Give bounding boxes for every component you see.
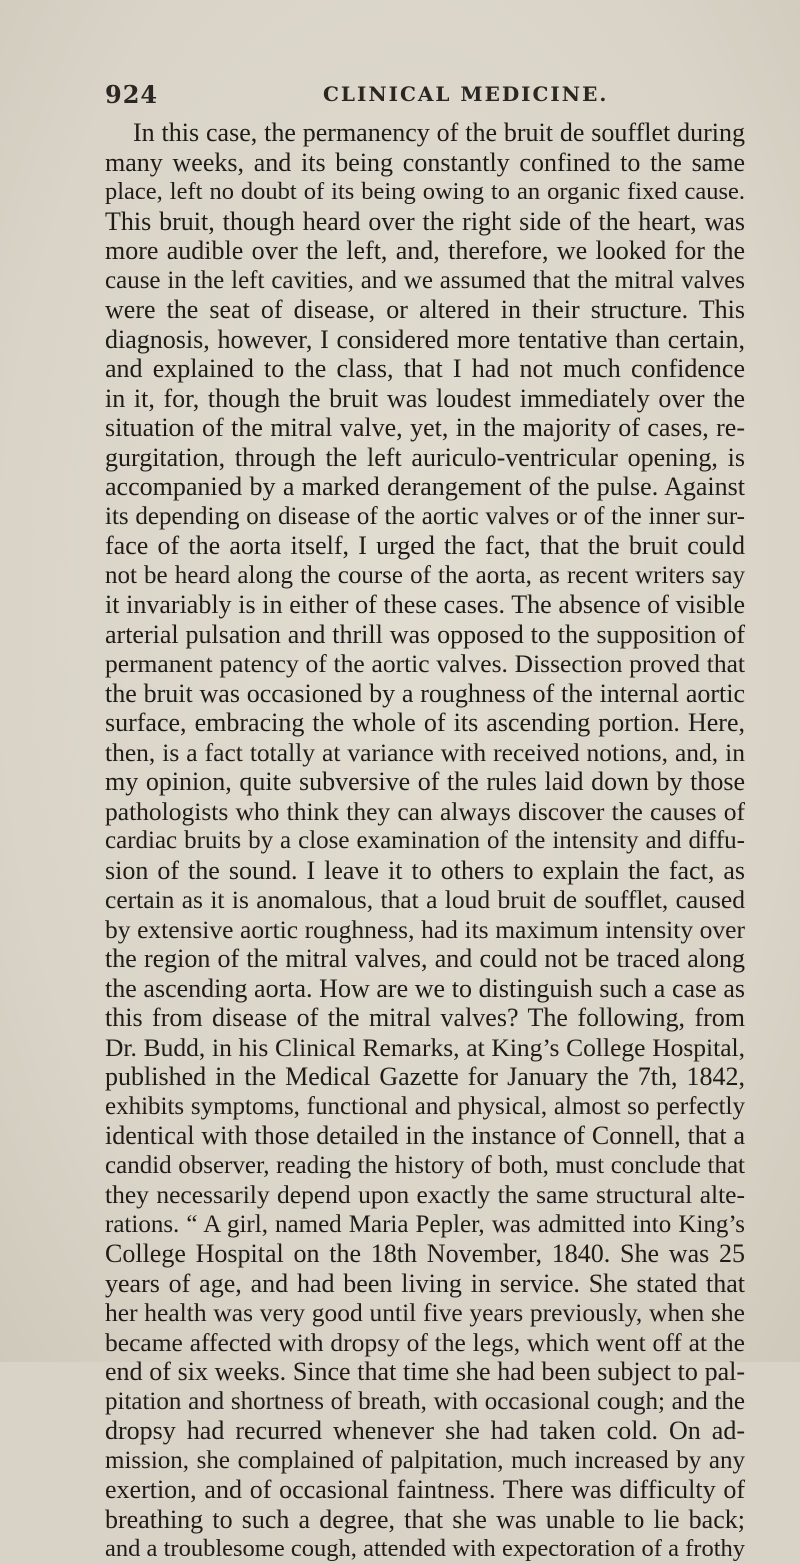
text-line: College Hospital on the 18th November, 1840. She was 25: [105, 1239, 745, 1268]
text-line: place, left no doubt of its being owing to an organic fixed cause.: [105, 178, 745, 205]
text-line: permanent patency of the aortic valves. Dissection proved that: [105, 649, 745, 678]
page-number: 924: [105, 80, 159, 109]
text-line: not be heard along the course of the aorta, as recent writers say: [105, 561, 745, 589]
text-line: In this case, the permanency of the bruit de soufflet during: [133, 118, 745, 147]
text-line: the bruit was occasioned by a roughness of the internal aortic: [105, 678, 745, 708]
text-line: they necessarily depend upon exactly the same structural alte-: [105, 1180, 745, 1209]
text-line: published in the Medical Gazette for January the 7th, 1842,: [105, 1062, 745, 1091]
body-text: [105, 118, 745, 1564]
text-line: were the seat of disease, or altered in their structure. This: [105, 295, 745, 324]
text-line: dropsy had recurred whenever she had taken cold. On ad-: [105, 1416, 745, 1445]
text-line: mission, she complained of palpitation, much increased by any: [105, 1446, 745, 1474]
text-line: and explained to the class, that I had not much confidence: [105, 354, 745, 383]
text-line: cardiac bruits by a close examination of the intensity and diffu-: [105, 827, 745, 854]
text-line: by extensive aortic roughness, had its maximum intensity over: [105, 914, 745, 944]
text-line: and a troublesome cough, attended with expectoration of a frothy: [105, 1535, 745, 1562]
text-line: cause in the left cavities, and we assumed that the mitral valves: [105, 266, 745, 294]
text-line: became affected with dropsy of the legs, which went off at the: [105, 1327, 745, 1357]
text-line: in it, for, though the bruit was loudest immediately over the: [105, 383, 745, 413]
text-line: candid observer, reading the history of both, must conclude that: [105, 1151, 745, 1179]
text-line: the region of the mitral valves, and could not be traced along: [105, 944, 745, 973]
text-line: pathologists who think they can always discover the causes of: [105, 796, 745, 826]
text-line: surface, embracing the whole of its ascending portion. Here,: [105, 708, 745, 737]
text-line: arterial pulsation and thrill was opposed to the supposition of: [105, 619, 745, 649]
text-line: her health was very good until five years previously, when she: [105, 1298, 745, 1327]
text-line: many weeks, and its being constantly confined to the same: [105, 147, 745, 177]
text-line: sion of the sound. I leave it to others to explain the fact, as: [105, 855, 745, 885]
running-head: CLINICAL MEDICINE.: [323, 82, 609, 106]
text-line: identical with those detailed in the instance of Connell, that a: [105, 1121, 745, 1150]
text-line: exhibits symptoms, functional and physical, almost so perfectly: [105, 1092, 745, 1120]
text-line: rations. “ A girl, named Maria Pepler, was admitted into King’s: [105, 1210, 745, 1238]
text-line: my opinion, quite subversive of the rules laid down by those: [105, 767, 745, 796]
text-line: it invariably is in either of these cases. The absence of visible: [105, 590, 745, 619]
text-line: gurgitation, through the left auriculo-ventricular opening, is: [105, 442, 745, 472]
page-header: [105, 80, 745, 110]
text-line: years of age, and had been living in service. She stated that: [105, 1268, 745, 1298]
text-line: diagnosis, however, I considered more tentative than certain,: [105, 324, 745, 354]
text-line: pitation and shortness of breath, with occasional cough; and the: [105, 1387, 745, 1415]
text-line: then, is a fact totally at variance with received notions, and, in: [105, 737, 745, 767]
text-line: the ascending aorta. How are we to distinguish such a case as: [105, 973, 745, 1003]
text-line: exertion, and of occasional faintness. There was difficulty of: [105, 1475, 745, 1504]
text-line: situation of the mitral valve, yet, in the majority of cases, re-: [105, 413, 745, 442]
text-line: Dr. Budd, in his Clinical Remarks, at King’s College Hospital,: [105, 1032, 745, 1062]
text-line: accompanied by a marked derangement of the pulse. Against: [105, 472, 745, 501]
text-line: breathing to such a degree, that she was unable to lie back;: [105, 1504, 745, 1534]
text-line: certain as it is anomalous, that a loud bruit de soufflet, caused: [105, 885, 745, 914]
text-line: its depending on disease of the aortic valves or of the inner sur-: [105, 502, 745, 530]
text-line: more audible over the left, and, therefore, we looked for the: [105, 236, 745, 265]
text-line: This bruit, though heard over the right side of the heart, was: [105, 206, 745, 236]
text-line: this from disease of the mitral valves? The following, from: [105, 1003, 745, 1032]
text-line: face of the aorta itself, I urged the fact, that the bruit could: [105, 531, 745, 560]
text-line: end of six weeks. Since that time she had been subject to pal-: [105, 1357, 745, 1386]
